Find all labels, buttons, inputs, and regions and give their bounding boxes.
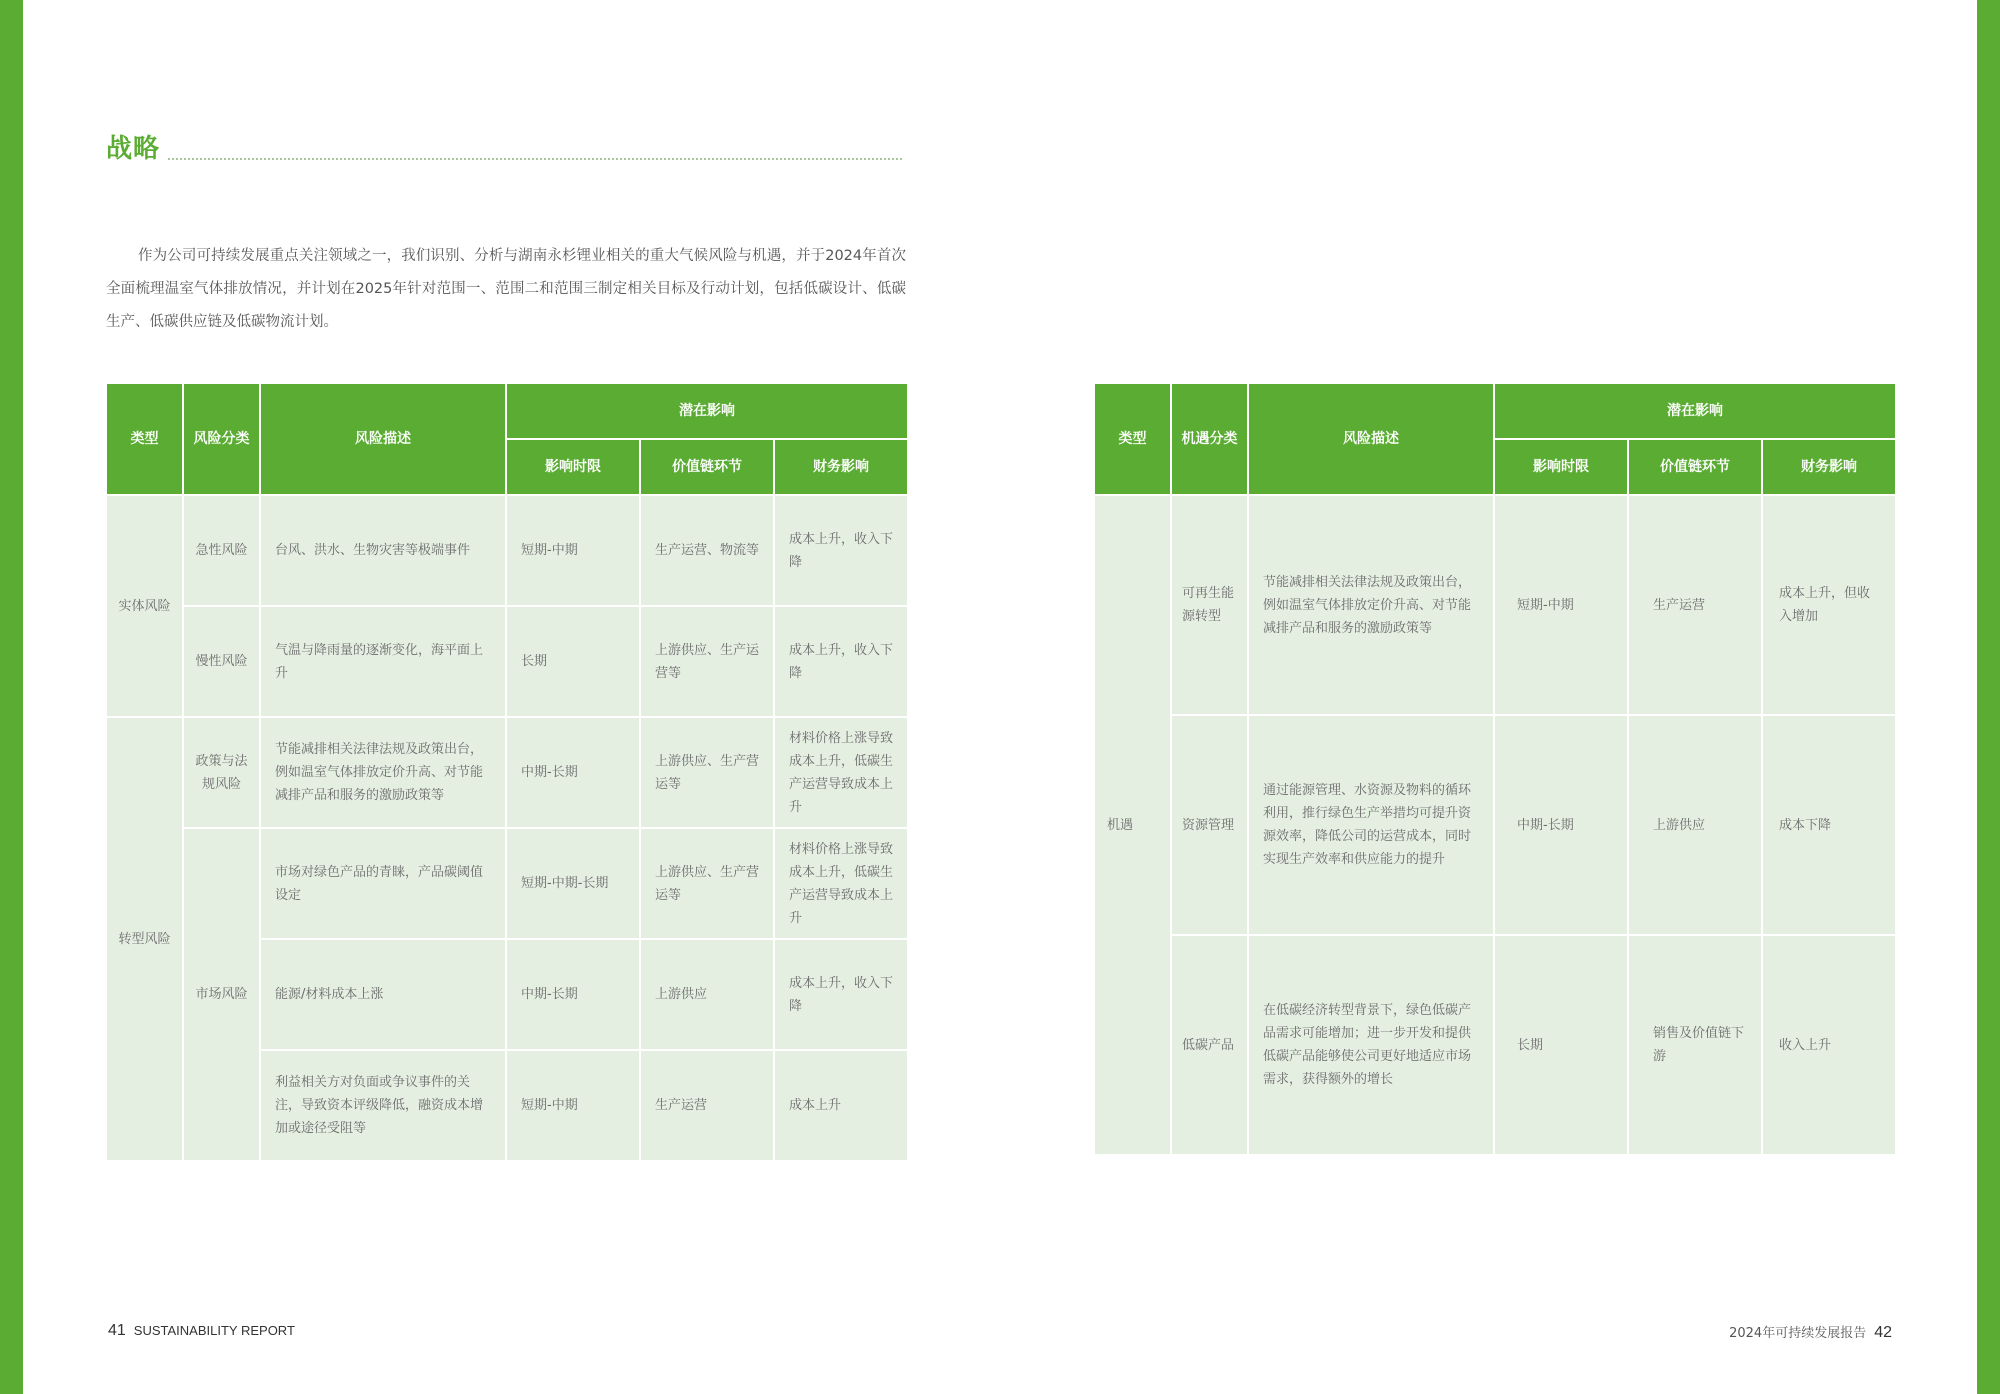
header-opportunity-category: 机遇分类 xyxy=(1171,383,1248,495)
header-value-chain: 价值链环节 xyxy=(640,439,774,495)
opportunity-category-cell: 低碳产品 xyxy=(1171,935,1248,1155)
opportunity-category-cell: 资源管理 xyxy=(1171,715,1248,935)
risk-description-cell: 市场对绿色产品的青睐，产品碳阈值设定 xyxy=(260,828,506,939)
risk-category-cell: 市场风险 xyxy=(183,828,260,1161)
section-heading xyxy=(106,132,902,166)
opportunity-type-cell: 机遇 xyxy=(1094,495,1171,1155)
value-chain-cell: 生产运营、物流等 xyxy=(640,495,774,606)
footer-left xyxy=(108,1322,295,1340)
risk-description-cell: 能源/材料成本上涨 xyxy=(260,939,506,1050)
value-chain-cell: 上游供应 xyxy=(1628,715,1762,935)
time-horizon-cell: 中期-长期 xyxy=(506,717,640,828)
left-green-edge xyxy=(0,0,23,1394)
financial-impact-cell: 成本下降 xyxy=(1762,715,1896,935)
financial-impact-cell: 材料价格上涨导致成本上升，低碳生产运营导致成本上升 xyxy=(774,828,908,939)
right-green-edge xyxy=(1977,0,2000,1394)
risk-description-cell: 台风、洪水、生物灾害等极端事件 xyxy=(260,495,506,606)
header-risk-category: 风险分类 xyxy=(183,383,260,495)
table-row xyxy=(106,495,908,606)
financial-impact-cell: 成本上升，收入下降 xyxy=(774,939,908,1050)
financial-impact-cell: 成本上升 xyxy=(774,1050,908,1161)
opportunity-description-cell: 节能减排相关法律法规及政策出台，例如温室气体排放定价升高、对节能减排产品和服务的激励政策等 xyxy=(1248,495,1494,715)
risk-category-cell: 政策与法规风险 xyxy=(183,717,260,828)
financial-impact-cell: 材料价格上涨导致成本上升，低碳生产运营导致成本上升 xyxy=(774,717,908,828)
time-horizon-cell: 中期-长期 xyxy=(506,939,640,1050)
intro-paragraph: 作为公司可持续发展重点关注领域之一，我们识别、分析与湖南永杉锂业相关的重大气候风险与机遇，并于2024年首次全面梳理温室气体排放情况，并计划在2025年针对范围一、范围二和范围三制定相关目标及行动计划，包括低碳设计、低碳生产、低碳供应链及低碳物流计划。 xyxy=(106,247,906,330)
header-financial-impact: 财务影响 xyxy=(774,439,908,495)
risk-description-cell: 气温与降雨量的逐渐变化，海平面上升 xyxy=(260,606,506,717)
table-row xyxy=(1094,935,1896,1155)
time-horizon-cell: 中期-长期 xyxy=(1494,715,1628,935)
table-row xyxy=(106,828,908,939)
header-type: 类型 xyxy=(106,383,183,495)
value-chain-cell: 销售及价值链下游 xyxy=(1628,935,1762,1155)
time-horizon-cell: 短期-中期 xyxy=(506,495,640,606)
financial-impact-cell: 成本上升，收入下降 xyxy=(774,606,908,717)
value-chain-cell: 上游供应 xyxy=(640,939,774,1050)
value-chain-cell: 上游供应、生产运营等 xyxy=(640,606,774,717)
financial-impact-cell: 收入上升 xyxy=(1762,935,1896,1155)
footer-right xyxy=(1729,1322,1892,1342)
opportunity-category-cell: 可再生能源转型 xyxy=(1171,495,1248,715)
opportunity-description-cell: 通过能源管理、水资源及物料的循环利用，推行绿色生产举措均可提升资源效率，降低公司的运营成本，同时实现生产效率和供应能力的提升 xyxy=(1248,715,1494,935)
risk-table xyxy=(105,382,909,1162)
section-title: 战略 xyxy=(106,134,161,164)
header-value-chain: 价值链环节 xyxy=(1628,439,1762,495)
risk-type-cell: 实体风险 xyxy=(106,495,183,717)
risk-description-cell: 利益相关方对负面或争议事件的关注，导致资本评级降低，融资成本增加或途径受阻等 xyxy=(260,1050,506,1161)
header-time-horizon: 影响时限 xyxy=(1494,439,1628,495)
footer-left-label: SUSTAINABILITY REPORT xyxy=(133,1323,295,1338)
value-chain-cell: 生产运营 xyxy=(1628,495,1762,715)
table-row xyxy=(1094,495,1896,715)
value-chain-cell: 上游供应、生产营运等 xyxy=(640,717,774,828)
title-dotted-rule xyxy=(168,158,902,160)
header-time-horizon: 影响时限 xyxy=(506,439,640,495)
financial-impact-cell: 成本上升，但收入增加 xyxy=(1762,495,1896,715)
page-number-left: 41 xyxy=(108,1322,126,1339)
risk-description-cell: 节能减排相关法律法规及政策出台，例如温室气体排放定价升高、对节能减排产品和服务的激励政策等 xyxy=(260,717,506,828)
header-description: 风险描述 xyxy=(1248,383,1494,495)
value-chain-cell: 上游供应、生产营运等 xyxy=(640,828,774,939)
header-risk-description: 风险描述 xyxy=(260,383,506,495)
opportunity-table xyxy=(1093,382,1897,1156)
header-potential-impact: 潜在影响 xyxy=(1494,383,1896,439)
risk-category-cell: 慢性风险 xyxy=(183,606,260,717)
financial-impact-cell: 成本上升，收入下降 xyxy=(774,495,908,606)
table-row xyxy=(106,717,908,828)
footer-right-label: 2024年可持续发展报告 xyxy=(1729,1326,1867,1341)
header-financial-impact: 财务影响 xyxy=(1762,439,1896,495)
time-horizon-cell: 短期-中期-长期 xyxy=(506,828,640,939)
time-horizon-cell: 短期-中期 xyxy=(1494,495,1628,715)
page-number-right: 42 xyxy=(1874,1324,1892,1341)
table-row xyxy=(1094,715,1896,935)
table-row xyxy=(106,606,908,717)
time-horizon-cell: 长期 xyxy=(1494,935,1628,1155)
header-potential-impact: 潜在影响 xyxy=(506,383,908,439)
time-horizon-cell: 短期-中期 xyxy=(506,1050,640,1161)
header-type: 类型 xyxy=(1094,383,1171,495)
risk-category-cell: 急性风险 xyxy=(183,495,260,606)
opportunity-description-cell: 在低碳经济转型背景下，绿色低碳产品需求可能增加；进一步开发和提供低碳产品能够使公司更好地适应市场需求，获得额外的增长 xyxy=(1248,935,1494,1155)
risk-type-cell: 转型风险 xyxy=(106,717,183,1161)
time-horizon-cell: 长期 xyxy=(506,606,640,717)
value-chain-cell: 生产运营 xyxy=(640,1050,774,1161)
